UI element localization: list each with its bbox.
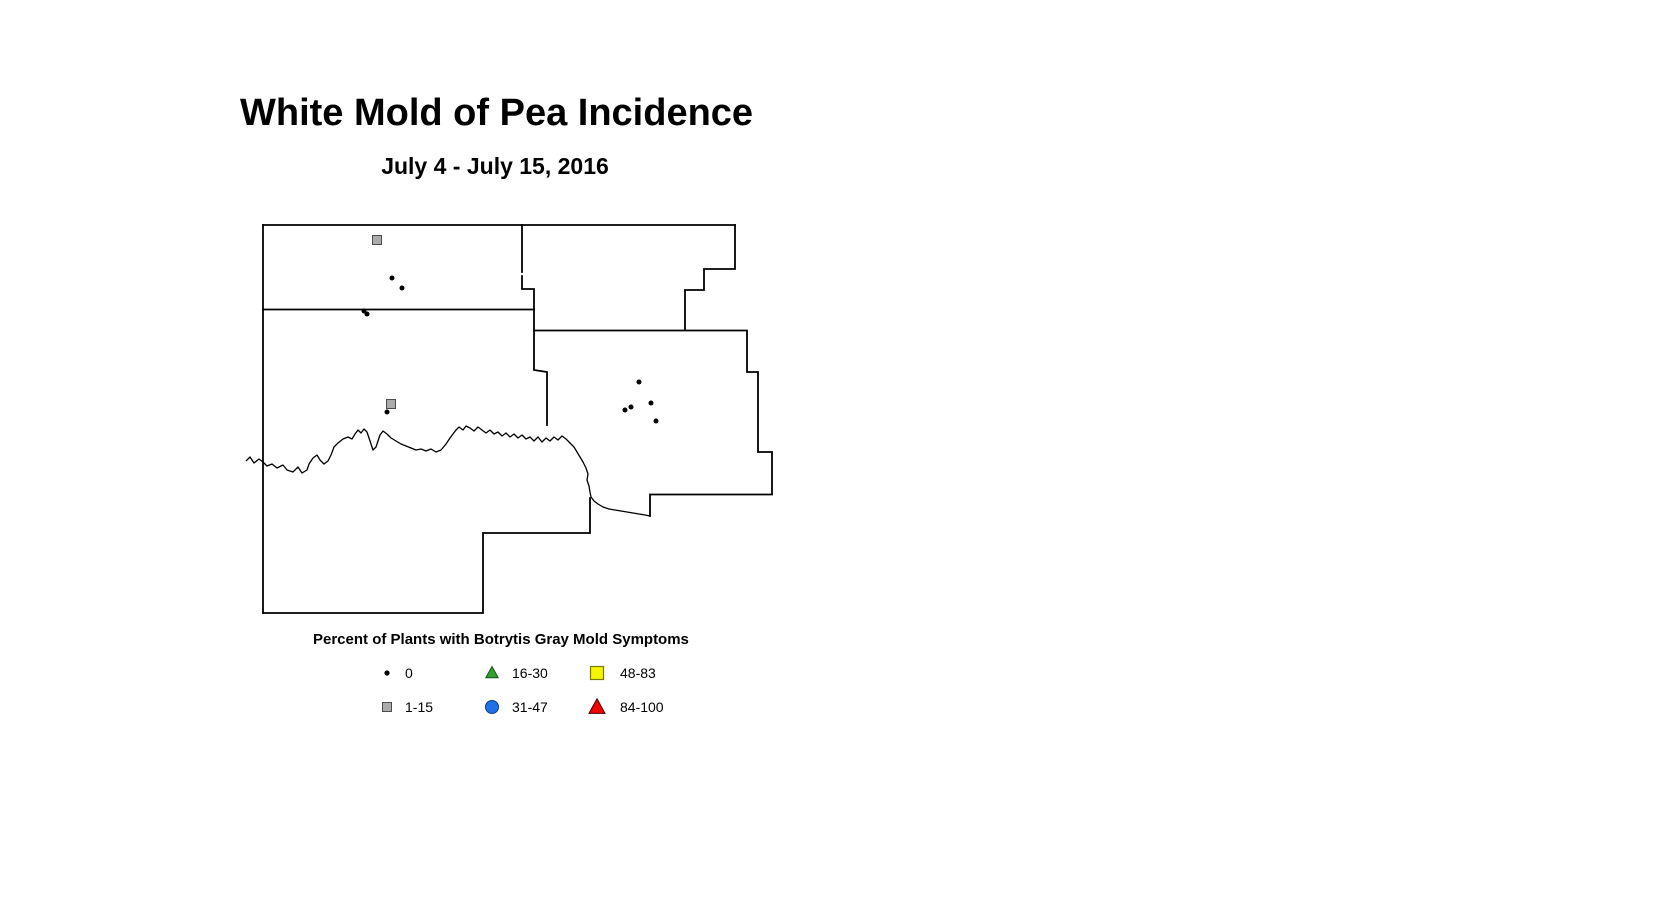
county-line-east-county bbox=[534, 331, 772, 517]
triangle-icon bbox=[585, 695, 609, 719]
map-point-0 bbox=[400, 286, 405, 291]
legend-label: 1-15 bbox=[405, 699, 434, 715]
square-icon bbox=[585, 661, 609, 685]
map-point-0 bbox=[649, 401, 654, 406]
legend-item-48-83 bbox=[585, 661, 656, 685]
legend-label: 16-30 bbox=[512, 665, 548, 681]
legend-item-16-30 bbox=[480, 661, 548, 685]
map-point-1-15 bbox=[373, 236, 382, 245]
map-point-1-15 bbox=[387, 400, 396, 409]
map-point-0 bbox=[654, 419, 659, 424]
legend-item-84-100 bbox=[585, 695, 664, 719]
county-line-north-divider bbox=[522, 225, 547, 425]
legend-item-31-47 bbox=[480, 695, 548, 719]
legend-label: 84-100 bbox=[620, 699, 664, 715]
map-point-0 bbox=[385, 410, 390, 415]
legend-label: 0 bbox=[405, 665, 413, 681]
county-boundaries bbox=[263, 225, 772, 613]
triangle-icon bbox=[480, 661, 504, 685]
map-point-0 bbox=[390, 276, 395, 281]
dot-icon bbox=[375, 661, 399, 685]
legend-item-0 bbox=[375, 661, 413, 685]
legend-item-1-15 bbox=[375, 695, 433, 719]
county-line-southwest bbox=[263, 498, 590, 613]
legend-title: Percent of Plants with Botrytis Gray Mold Symptoms bbox=[313, 631, 689, 648]
map-point-0 bbox=[637, 380, 642, 385]
map-points bbox=[362, 236, 659, 424]
square-icon bbox=[375, 695, 399, 719]
county-line-ne-steps bbox=[685, 225, 735, 330]
map-point-0 bbox=[365, 312, 370, 317]
circle-icon bbox=[480, 695, 504, 719]
map-point-0 bbox=[629, 405, 634, 410]
map-point-0 bbox=[623, 408, 628, 413]
legend-label: 48-83 bbox=[620, 665, 656, 681]
figure-title: White Mold of Pea Incidence bbox=[240, 92, 754, 134]
figure-subtitle: July 4 - July 15, 2016 bbox=[381, 153, 609, 179]
legend-label: 31-47 bbox=[512, 699, 548, 715]
